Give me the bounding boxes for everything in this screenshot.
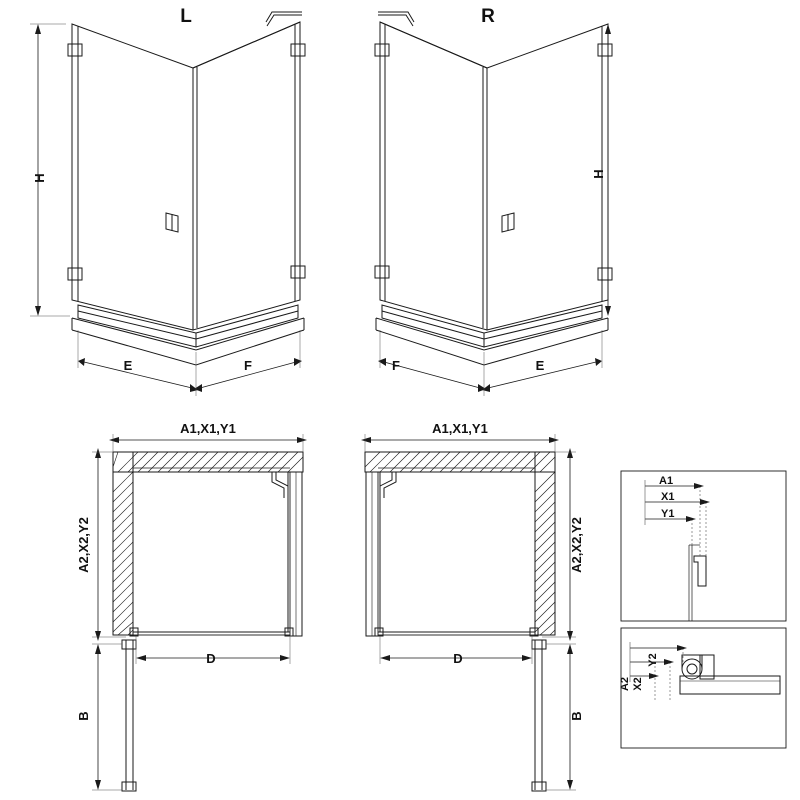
plan-right-swing-dim-label: B (569, 711, 584, 721)
plan-view-left (92, 434, 307, 791)
iso-left-side-left-label: E (123, 358, 133, 373)
plan-right-top-dim-label: A1,X1,Y1 (432, 421, 488, 436)
detail-view-top (621, 471, 786, 621)
iso-view-right (375, 12, 612, 396)
plan-left-side-dim-label: A2,X2,Y2 (76, 517, 91, 573)
iso-right-side-right-label: E (535, 358, 545, 373)
iso-left-title: L (180, 6, 192, 27)
plan-left-swing-dim-label: B (76, 711, 91, 721)
plan-view-right (361, 434, 576, 791)
iso-left-height-label: H (32, 173, 47, 183)
iso-right-title: R (481, 6, 495, 27)
iso-left-side-right-label: F (244, 358, 252, 373)
detail-top-label-a1: A1 (659, 475, 674, 487)
detail-bottom-label-y2: Y2 (647, 653, 659, 667)
iso-right-side-left-label: F (392, 358, 400, 373)
plan-left-top-dim-label: A1,X1,Y1 (180, 421, 236, 436)
plan-left-inner-dim-label: D (206, 651, 216, 666)
detail-view-bottom (621, 628, 786, 748)
plan-right-side-dim-label: A2,X2,Y2 (569, 517, 584, 573)
iso-right-height-label: H (591, 169, 606, 179)
detail-top-label-y1: Y1 (661, 508, 675, 520)
detail-bottom-label-a2: A2 (619, 676, 631, 692)
plan-right-inner-dim-label: D (453, 651, 463, 666)
detail-top-label-x1: X1 (661, 491, 675, 503)
detail-bottom-label-x2: X2 (632, 677, 644, 691)
iso-view-left (30, 12, 305, 396)
